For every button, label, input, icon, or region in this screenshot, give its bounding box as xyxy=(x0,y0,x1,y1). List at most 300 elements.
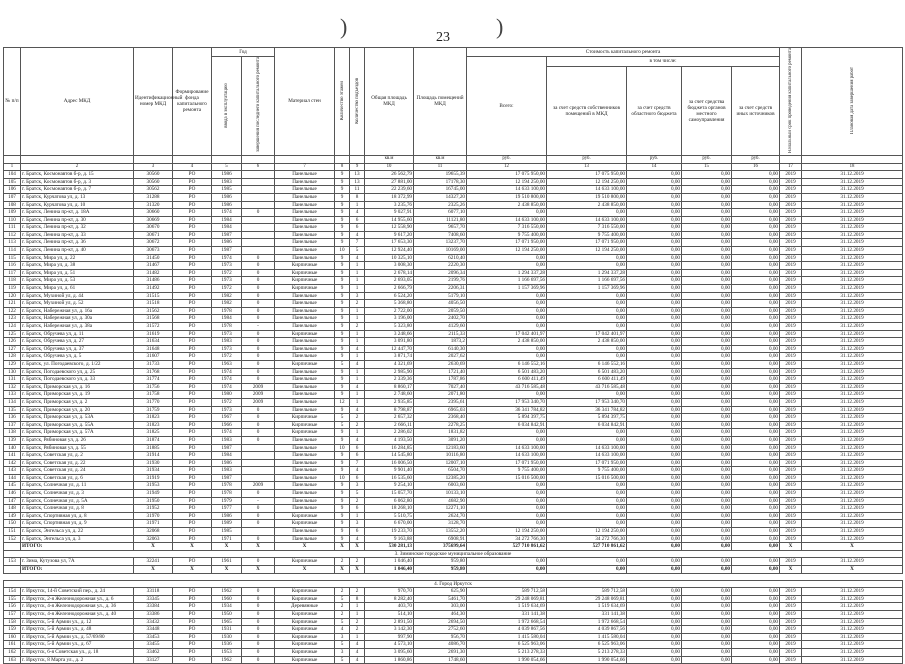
table-cell: 0,00 xyxy=(732,262,780,270)
table-cell: 4 xyxy=(350,360,365,368)
table-cell: 0,00 xyxy=(547,307,627,315)
table-cell: Кирпичные xyxy=(275,330,335,338)
table-cell: 6 xyxy=(350,216,365,224)
table-cell: 0,00 xyxy=(732,254,780,262)
table-cell: 12 924,40 xyxy=(365,247,414,255)
table-cell: 0,00 xyxy=(627,254,682,262)
table-cell: 0,00 xyxy=(732,360,780,368)
table-cell: 2019 xyxy=(780,178,802,186)
table-cell: РО xyxy=(173,535,212,543)
table-cell: 158 xyxy=(4,618,21,626)
table-row xyxy=(4,247,903,255)
table-cell: 4 573,10 xyxy=(365,641,414,649)
table-cell: 0,00 xyxy=(682,406,732,414)
table-cell: 0,00 xyxy=(732,610,780,618)
table-cell: 0,00 xyxy=(732,345,780,353)
table-cell: РО xyxy=(173,360,212,368)
table-cell: г. Братск, Приморская ул, д. 16 xyxy=(21,383,134,391)
table-cell: 2019 xyxy=(780,277,802,285)
table-cell: 140 xyxy=(4,444,21,452)
table-cell: 6 034 842,91 xyxy=(547,421,627,429)
table-cell: 464,30 xyxy=(414,610,467,618)
table-cell: 0 xyxy=(242,353,275,361)
table-cell: 0,00 xyxy=(627,482,682,490)
table-cell: 9 xyxy=(335,323,350,331)
table-cell: 1 xyxy=(350,277,365,285)
table-cell: 0,00 xyxy=(682,588,732,596)
table-cell: 0,00 xyxy=(467,353,547,361)
table-cell: Кирпичные xyxy=(275,414,335,422)
table-cell: 0,00 xyxy=(627,193,682,201)
table-cell: 1974 xyxy=(212,368,242,376)
table-cell: 0,00 xyxy=(467,436,547,444)
table-cell: 1 xyxy=(350,201,365,209)
table-cell: 0,00 xyxy=(467,429,547,437)
table-cell: 7408,60 xyxy=(414,231,467,239)
table-cell: 0 xyxy=(242,300,275,308)
table-cell: 0 xyxy=(242,436,275,444)
table-cell: 527 710 861,62 xyxy=(547,543,627,551)
table-cell: 5 xyxy=(335,421,350,429)
table-row xyxy=(4,178,903,186)
table-cell: 0,00 xyxy=(627,505,682,513)
table-cell: 1930 xyxy=(212,633,242,641)
table-cell: 0,00 xyxy=(732,209,780,217)
table-cell: 0,00 xyxy=(627,528,682,536)
table-row xyxy=(4,262,903,270)
table-cell: 30671 xyxy=(134,231,173,239)
table-cell: 2206,31 xyxy=(414,285,467,293)
table-cell: 2019 xyxy=(780,353,802,361)
table-cell: 2019 xyxy=(780,520,802,528)
table-cell: 31768 xyxy=(134,368,173,376)
table-cell: 9 xyxy=(335,505,350,513)
table-cell: 0,00 xyxy=(627,323,682,331)
table-row xyxy=(4,360,903,368)
table-cell: 0,00 xyxy=(682,330,732,338)
table-cell: 12271,10 xyxy=(414,505,467,513)
table-cell: 31.12.2019 xyxy=(802,178,903,186)
table-cell: 1 972 668,54 xyxy=(547,618,627,626)
table-row xyxy=(4,595,903,603)
table-cell: X xyxy=(335,566,350,574)
table-cell: Панельные xyxy=(275,528,335,536)
table-cell: 9 xyxy=(335,277,350,285)
table-cell: 0 xyxy=(242,338,275,346)
table-cell: 2019 xyxy=(780,247,802,255)
table-cell: 1831,82 xyxy=(414,429,467,437)
table-cell: 0 xyxy=(242,307,275,315)
table-cell: г. Братск, Набережная ул, д. 38а xyxy=(21,323,134,331)
table-cell: 2 xyxy=(335,603,350,611)
table-cell: 1721,40 xyxy=(414,368,467,376)
table-cell: 33384 xyxy=(134,603,173,611)
table-cell: 6 xyxy=(350,505,365,513)
table-cell: Панельные xyxy=(275,307,335,315)
table-cell: РО xyxy=(173,178,212,186)
table-cell: 150 xyxy=(4,520,21,528)
table-cell: 5461,70 xyxy=(414,595,467,603)
table-cell: 15 016 500,00 xyxy=(547,474,627,482)
table-cell: 31.12.2019 xyxy=(802,429,903,437)
table-cell: 6 062,80 xyxy=(365,497,414,505)
table-cell: 1973 xyxy=(212,330,242,338)
table-row xyxy=(4,285,903,293)
table-cell: 31759 xyxy=(134,406,173,414)
table-cell: Деревянные xyxy=(275,603,335,611)
table-cell: 1965 xyxy=(212,618,242,626)
table-cell: 120 xyxy=(4,292,21,300)
table-cell: 2395,61 xyxy=(414,398,467,406)
table-cell: 0 xyxy=(242,209,275,217)
table-cell: 0,00 xyxy=(732,603,780,611)
table-cell: 589 712,58 xyxy=(467,588,547,596)
section-heading-irkutsk xyxy=(4,580,903,588)
table-cell: 0,00 xyxy=(627,231,682,239)
table-cell: г. Зима, Кутузова ул, 7А xyxy=(21,558,134,566)
table-cell: 0,00 xyxy=(732,330,780,338)
table-row xyxy=(4,186,903,194)
table-cell: 31.12.2019 xyxy=(802,633,903,641)
table-cell: Панельные xyxy=(275,490,335,498)
table-cell: 30562 xyxy=(134,186,173,194)
table-cell: 7 316 550,00 xyxy=(467,224,547,232)
table-cell: Панельные xyxy=(275,247,335,255)
table-cell: 0,00 xyxy=(627,209,682,217)
table-cell: г. Иркутск, 2-я Железнодорожная ул., д. 6 xyxy=(21,595,134,603)
table-cell: 31572 xyxy=(134,323,173,331)
table-cell: Панельные xyxy=(275,178,335,186)
table-cell: 1971 xyxy=(212,535,242,543)
table-cell: 31953 xyxy=(134,482,173,490)
table-row xyxy=(4,277,903,285)
table-cell: 9 254,10 xyxy=(365,482,414,490)
table-cell: 157 xyxy=(4,610,21,618)
table-cell: 1978 xyxy=(212,482,242,490)
table-cell: 2624,70 xyxy=(414,512,467,520)
table-cell: РО xyxy=(173,300,212,308)
table-cell: 0,00 xyxy=(732,633,780,641)
table-cell: 0,00 xyxy=(467,497,547,505)
table-cell: руб. xyxy=(547,155,627,163)
table-cell: X xyxy=(134,566,173,574)
table-cell: г. Братск, Спортивная ул, д. 8 xyxy=(21,512,134,520)
table-cell: X xyxy=(780,543,802,551)
table-cell: г. Братск, Обручева ул, д. 37 xyxy=(21,345,134,353)
table-cell: 30673 xyxy=(134,247,173,255)
table-cell: 2019 xyxy=(780,254,802,262)
table-cell: 0,00 xyxy=(547,262,627,270)
table-cell: 143 xyxy=(4,467,21,475)
table-cell: 0,00 xyxy=(682,186,732,194)
table-cell: 10116,80 xyxy=(414,452,467,460)
table-cell: 2019 xyxy=(780,323,802,331)
table-cell: 31.12.2019 xyxy=(802,648,903,656)
table-cell: 0,00 xyxy=(627,171,682,179)
table-cell: 1982 xyxy=(212,292,242,300)
table-cell: 2 xyxy=(21,163,134,171)
table-cell: Панельные xyxy=(275,459,335,467)
table-cell: 2199,76 xyxy=(414,277,467,285)
table-cell: 2019 xyxy=(780,618,802,626)
table-cell: 6 501 483,20 xyxy=(467,368,547,376)
table-cell: 1 xyxy=(350,315,365,323)
table-cell: 2019 xyxy=(780,300,802,308)
table-cell: 4 xyxy=(350,383,365,391)
table-cell: 0,00 xyxy=(732,482,780,490)
table-cell: 2278,25 xyxy=(414,421,467,429)
table-cell: 0,00 xyxy=(467,558,547,566)
table-cell: - xyxy=(242,323,275,331)
table-cell: РО xyxy=(173,474,212,482)
table-cell: 15 016 500,00 xyxy=(467,474,547,482)
table-cell: Кирпичные xyxy=(275,656,335,664)
table-cell: 0,00 xyxy=(467,262,547,270)
table-cell: 0,00 xyxy=(627,368,682,376)
table-cell: 1936 xyxy=(212,641,242,649)
table-cell: 31952 xyxy=(134,505,173,513)
table-cell xyxy=(242,474,275,482)
table-cell: 0,00 xyxy=(547,490,627,498)
table-cell: 2630,69 xyxy=(414,360,467,368)
table-cell: Панельные xyxy=(275,171,335,179)
table-cell: 19655,39 xyxy=(414,171,467,179)
table-cell: 2 xyxy=(350,626,365,634)
table-cell: г. Иркутск, 14-й Советский пер., д. 24 xyxy=(21,588,134,596)
table-cell: г. Братск, Приморская ул, д. 2 xyxy=(21,398,134,406)
table-cell: 0,00 xyxy=(627,648,682,656)
table-cell: 16 xyxy=(732,163,780,171)
table-cell: 0,00 xyxy=(627,398,682,406)
table-cell: 0,00 xyxy=(627,543,682,551)
table-cell: 0,00 xyxy=(627,595,682,603)
table-cell: 9 xyxy=(335,383,350,391)
table-row xyxy=(4,368,903,376)
table-cell: Панельные xyxy=(275,383,335,391)
table-cell: 0,00 xyxy=(682,459,732,467)
table-cell: 9 xyxy=(335,459,350,467)
table-cell: г. Братск, Мира ул, д. 61 xyxy=(21,285,134,293)
table-cell: руб. xyxy=(467,155,547,163)
table-cell: 14 545,80 xyxy=(365,452,414,460)
table-cell: 31.12.2019 xyxy=(802,436,903,444)
table-cell: 0 xyxy=(242,490,275,498)
table-cell: 3 xyxy=(335,633,350,641)
table-cell: РО xyxy=(173,231,212,239)
table-cell: X xyxy=(242,543,275,551)
table-cell: 2019 xyxy=(780,345,802,353)
table-cell: 1 xyxy=(350,307,365,315)
table-cell: г. Братск, Мухиной ул, д. 44 xyxy=(21,292,134,300)
table-cell: 3 xyxy=(350,482,365,490)
table-cell: РО xyxy=(173,224,212,232)
table-cell: г. Братск, Мира ул, д. 22 xyxy=(21,254,134,262)
table-cell: Панельные xyxy=(275,345,335,353)
table-cell: X xyxy=(242,566,275,574)
table-cell: 12 194 250,00 xyxy=(547,178,627,186)
table-cell: 31.12.2019 xyxy=(802,307,903,315)
table-cell: 959,80 xyxy=(414,558,467,566)
table-cell: РО xyxy=(173,497,212,505)
table-cell: 0,00 xyxy=(732,368,780,376)
table-cell: 0,00 xyxy=(627,429,682,437)
table-cell: 31.12.2019 xyxy=(802,338,903,346)
table-cell: 0 xyxy=(242,262,275,270)
table-cell: 1 xyxy=(350,338,365,346)
table-cell: 130 xyxy=(4,368,21,376)
table-cell: 31770 xyxy=(134,398,173,406)
table-cell: 163 xyxy=(4,656,21,664)
table-cell: 31607 xyxy=(134,353,173,361)
table-cell: 9 xyxy=(335,300,350,308)
table-row xyxy=(4,588,903,596)
table-cell: Панельные xyxy=(275,315,335,323)
table-cell: 0,00 xyxy=(732,626,780,634)
table-cell: 0,00 xyxy=(682,444,732,452)
table-cell: 0,00 xyxy=(627,186,682,194)
table-cell: 0,00 xyxy=(732,171,780,179)
table-cell: 155 xyxy=(4,595,21,603)
table-cell: 137 xyxy=(4,421,21,429)
table-cell: 36 341 784,82 xyxy=(547,406,627,414)
table-cell: 12 194 250,00 xyxy=(467,178,547,186)
table-cell: Панельные xyxy=(275,300,335,308)
table-cell: X xyxy=(173,543,212,551)
table-cell: 147 xyxy=(4,497,21,505)
table-cell: 10169,00 xyxy=(414,247,467,255)
table-cell: 9 617,20 xyxy=(365,231,414,239)
table-cell: 30670 xyxy=(134,224,173,232)
table-cell: 0,00 xyxy=(547,391,627,399)
table-cell: г. Братск, Солнечная ул, д. 3 xyxy=(21,490,134,498)
table-cell: 3 248,66 xyxy=(365,330,414,338)
table-cell: г. Братск, Ленина пр-кт, д. 30 xyxy=(21,216,134,224)
table-cell: 6 524,20 xyxy=(365,292,414,300)
table-cell: 131 xyxy=(4,376,21,384)
table-cell: 5 894 397,75 xyxy=(467,414,547,422)
table-cell: г. Братск, Рябиновая ул, д. 26 xyxy=(21,436,134,444)
table-cell: г. Братск, Погодаевского ул, д. 33 xyxy=(21,376,134,384)
table-cell: 0 xyxy=(242,633,275,641)
table-cell: 134 xyxy=(4,398,21,406)
table-row xyxy=(4,497,903,505)
table-cell: 9 xyxy=(335,209,350,217)
table-cell: 0 xyxy=(242,421,275,429)
table-cell: 0,00 xyxy=(627,307,682,315)
table-cell: 2019 xyxy=(780,406,802,414)
table-cell xyxy=(242,216,275,224)
table-cell: РО xyxy=(173,648,212,656)
table-cell: 1982 xyxy=(212,300,242,308)
table-cell: Панельные xyxy=(275,474,335,482)
total-row-bratsk xyxy=(4,543,903,551)
table-cell xyxy=(242,193,275,201)
table-cell: 0,00 xyxy=(682,383,732,391)
table-cell: 0,00 xyxy=(627,512,682,520)
table-cell: 1987 xyxy=(212,231,242,239)
table-cell: 2019 xyxy=(780,368,802,376)
table-cell: 0,00 xyxy=(547,292,627,300)
table-cell: 5 xyxy=(335,360,350,368)
table-cell: 1 xyxy=(350,285,365,293)
table-cell: 2752,60 xyxy=(414,626,467,634)
table-cell: РО xyxy=(173,414,212,422)
table-cell: X xyxy=(350,566,365,574)
table-cell: 151 xyxy=(4,528,21,536)
table-cell: 31.12.2019 xyxy=(802,186,903,194)
table-cell: 0 xyxy=(242,376,275,384)
table-cell: 4 039 867,56 xyxy=(467,626,547,634)
table-cell: 14327,20 xyxy=(414,193,467,201)
table-cell: 0,00 xyxy=(547,353,627,361)
table-cell: г. Братск, Приморская ул, д. 55А xyxy=(21,421,134,429)
table-cell: 152 xyxy=(4,535,21,543)
table-cell: 144 xyxy=(4,474,21,482)
table-cell: 0,00 xyxy=(732,353,780,361)
table-cell: 9 901,40 xyxy=(365,467,414,475)
table-cell: 1978 xyxy=(212,323,242,331)
table-cell: 16 006,50 xyxy=(365,459,414,467)
table-cell: 0,00 xyxy=(732,277,780,285)
table-cell: 2019 xyxy=(780,414,802,422)
table-cell: Кирпичные xyxy=(275,626,335,634)
table-cell: 0,00 xyxy=(732,285,780,293)
table-cell: 9 xyxy=(335,231,350,239)
table-cell: 31450 xyxy=(134,254,173,262)
table-cell: 0,00 xyxy=(682,535,732,543)
table-cell: 0,00 xyxy=(732,452,780,460)
table-cell: 1 415 580,04 xyxy=(467,633,547,641)
table-cell: Панельные xyxy=(275,186,335,194)
table-cell: 2019 xyxy=(780,209,802,217)
table-row xyxy=(4,201,903,209)
table-cell: 2019 xyxy=(780,186,802,194)
table-cell: г. Иркутск, 8 Марта ул., д. 2 xyxy=(21,656,134,664)
table-cell: 2019 xyxy=(780,512,802,520)
table-cell: 0,00 xyxy=(732,535,780,543)
table-cell: г. Иркутск, 5-й Армии ул., д. 12 xyxy=(21,618,134,626)
table-cell: 0,00 xyxy=(682,436,732,444)
table-cell: 0,00 xyxy=(547,566,627,574)
table-cell: 0,00 xyxy=(627,603,682,611)
table-cell: 4 193,50 xyxy=(365,436,414,444)
table-cell: 0,00 xyxy=(627,269,682,277)
table-cell: кв.м xyxy=(365,155,414,163)
table-cell: Панельные xyxy=(275,292,335,300)
table-cell: 527 710 861,62 xyxy=(467,543,547,551)
table-cell xyxy=(242,528,275,536)
table-cell: 0,00 xyxy=(732,588,780,596)
table-cell: РО xyxy=(173,505,212,513)
table-cell: 31.12.2019 xyxy=(802,490,903,498)
table-cell: РО xyxy=(173,277,212,285)
table-cell: 589 712,58 xyxy=(547,588,627,596)
table-cell: 9 xyxy=(335,186,350,194)
table-cell: 31.12.2019 xyxy=(802,520,903,528)
table-cell: 0,00 xyxy=(732,307,780,315)
table-cell: 6140,30 xyxy=(414,345,467,353)
table-cell: 0,00 xyxy=(682,618,732,626)
table-cell: 0,00 xyxy=(682,292,732,300)
table-cell: 2402,70 xyxy=(414,315,467,323)
table-cell: 31.12.2019 xyxy=(802,459,903,467)
table-cell: 1983 xyxy=(212,178,242,186)
table-cell: 31874 xyxy=(134,436,173,444)
table-cell xyxy=(242,459,275,467)
table-cell: 31.12.2019 xyxy=(802,391,903,399)
table-cell: 1873,2 xyxy=(414,338,467,346)
table-cell: 2019 xyxy=(780,383,802,391)
